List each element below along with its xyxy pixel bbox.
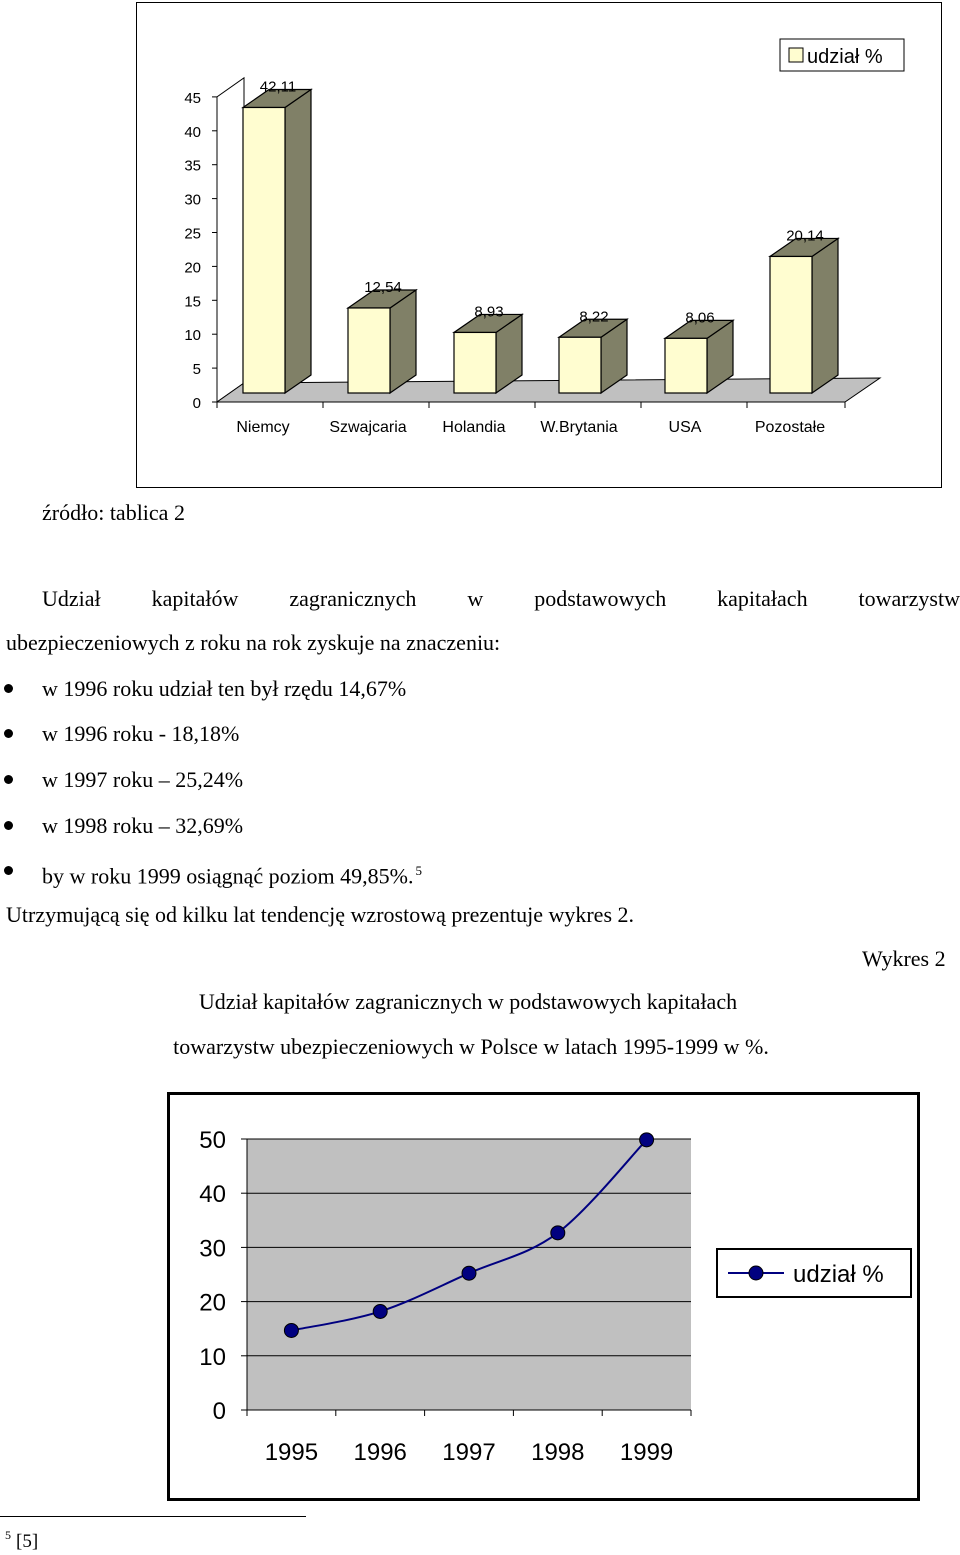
trend-sentence: Utrzymującą się od kilku lat tendencję wzrostową prezentuje wykres 2. <box>6 902 634 927</box>
x-tick-label: USA <box>668 419 702 436</box>
bullet-dot <box>4 866 13 875</box>
legend-marker <box>749 1266 763 1280</box>
data-label: 12,54 <box>364 278 402 296</box>
paragraph-word: podstawowych <box>534 586 667 611</box>
bar <box>348 308 390 393</box>
y-tick-label: 10 <box>199 1343 226 1371</box>
footnote-mark: 5 <box>5 1528 11 1542</box>
bullet-dot <box>4 775 13 784</box>
y-tick-label: 40 <box>184 123 201 141</box>
y-tick-label: 40 <box>199 1181 226 1209</box>
source-note: źródło: tablica 2 <box>42 500 185 525</box>
x-tick-label: 1996 <box>353 1439 407 1466</box>
bar <box>559 337 601 393</box>
legend-swatch <box>789 48 803 62</box>
y-tick-label: 30 <box>199 1235 226 1263</box>
bullet-item: by w roku 1999 osiągnąć poziom 49,85%. <box>42 863 414 889</box>
data-label: 8,22 <box>579 308 609 326</box>
bullet-item: w 1998 roku – 32,69% <box>42 813 244 838</box>
x-tick-label: Szwajcaria <box>329 419 407 436</box>
paragraph-line-2: ubezpieczeniowych z roku na rok zyskuje na znaczeniu: <box>6 630 501 655</box>
y-tick-label: 45 <box>184 89 201 107</box>
y-tick-label: 0 <box>212 1398 226 1425</box>
y-tick-label: 20 <box>184 259 201 277</box>
bullet-dot <box>4 684 13 693</box>
left-wall <box>217 78 244 402</box>
paragraph-word: Udział <box>42 586 101 611</box>
bar-side <box>812 238 838 393</box>
bar-side <box>285 89 311 393</box>
x-tick-label: 1998 <box>531 1439 585 1466</box>
bullet-dot <box>4 729 13 738</box>
y-tick-label: 50 <box>199 1127 226 1154</box>
y-tick-label: 30 <box>184 191 201 209</box>
bullet-item-with-footnote <box>42 858 422 889</box>
footnote-reference[interactable]: 5 <box>415 863 422 878</box>
data-point <box>462 1266 476 1280</box>
paragraph-word: zagranicznych <box>289 586 417 611</box>
y-tick-label: 5 <box>192 361 201 379</box>
paragraph-word: w <box>467 586 484 611</box>
data-point <box>551 1226 565 1240</box>
bar <box>665 338 707 393</box>
figure-title-line-2: towarzystw ubezpieczeniowych w Polsce w latach 1995-1999 w %. <box>173 1034 769 1059</box>
x-tick-label: W.Brytania <box>540 419 618 436</box>
y-tick-label: 0 <box>192 395 201 412</box>
legend-label: udział % <box>807 46 883 68</box>
data-point <box>284 1323 298 1337</box>
y-tick-label: 25 <box>184 225 201 243</box>
y-tick-label: 20 <box>199 1289 226 1317</box>
data-label: 20,14 <box>786 227 824 245</box>
y-tick-label: 35 <box>184 157 201 175</box>
bar-chart-canvas <box>137 3 941 487</box>
data-label: 8,06 <box>685 309 715 327</box>
data-label: 8,93 <box>474 303 504 321</box>
bullet-item: w 1996 roku - 18,18% <box>42 721 240 746</box>
paragraph-word: kapitałach <box>717 586 808 611</box>
paragraph-line-1 <box>42 586 960 612</box>
bullet-item: w 1997 roku – 25,24% <box>42 767 244 792</box>
x-tick-label: Holandia <box>442 419 506 436</box>
bar <box>454 332 496 393</box>
line-chart-canvas <box>170 1095 917 1498</box>
bar-chart-foreign-capital-by-country <box>136 2 942 488</box>
x-tick-label: 1995 <box>264 1439 319 1466</box>
footnote-text: [5] <box>16 1531 39 1552</box>
bullet-item: w 1996 roku udział ten był rzędu 14,67% <box>42 676 407 701</box>
bullet-dot <box>4 821 13 830</box>
data-label: 42,11 <box>259 78 297 96</box>
x-tick-label: Pozostałe <box>754 419 826 436</box>
data-point <box>373 1304 387 1318</box>
line-chart-foreign-capital-1995-1999 <box>167 1092 920 1501</box>
legend-label: udział % <box>793 1261 884 1288</box>
bar <box>243 107 285 393</box>
paragraph-word: kapitałów <box>151 586 239 611</box>
data-point <box>640 1133 654 1147</box>
x-tick-label: 1999 <box>619 1439 674 1466</box>
figure-label: Wykres 2 <box>862 946 946 971</box>
bar <box>770 256 812 393</box>
y-tick-label: 10 <box>184 327 201 345</box>
paragraph-word: towarzystw <box>858 586 960 611</box>
footnote-rule <box>0 1516 306 1517</box>
figure-title-line-1: Udział kapitałów zagranicznych w podstawowych kapitałach <box>198 989 738 1014</box>
x-tick-label: Niemcy <box>236 419 290 436</box>
x-tick-label: 1997 <box>442 1439 496 1466</box>
y-tick-label: 15 <box>184 293 201 311</box>
